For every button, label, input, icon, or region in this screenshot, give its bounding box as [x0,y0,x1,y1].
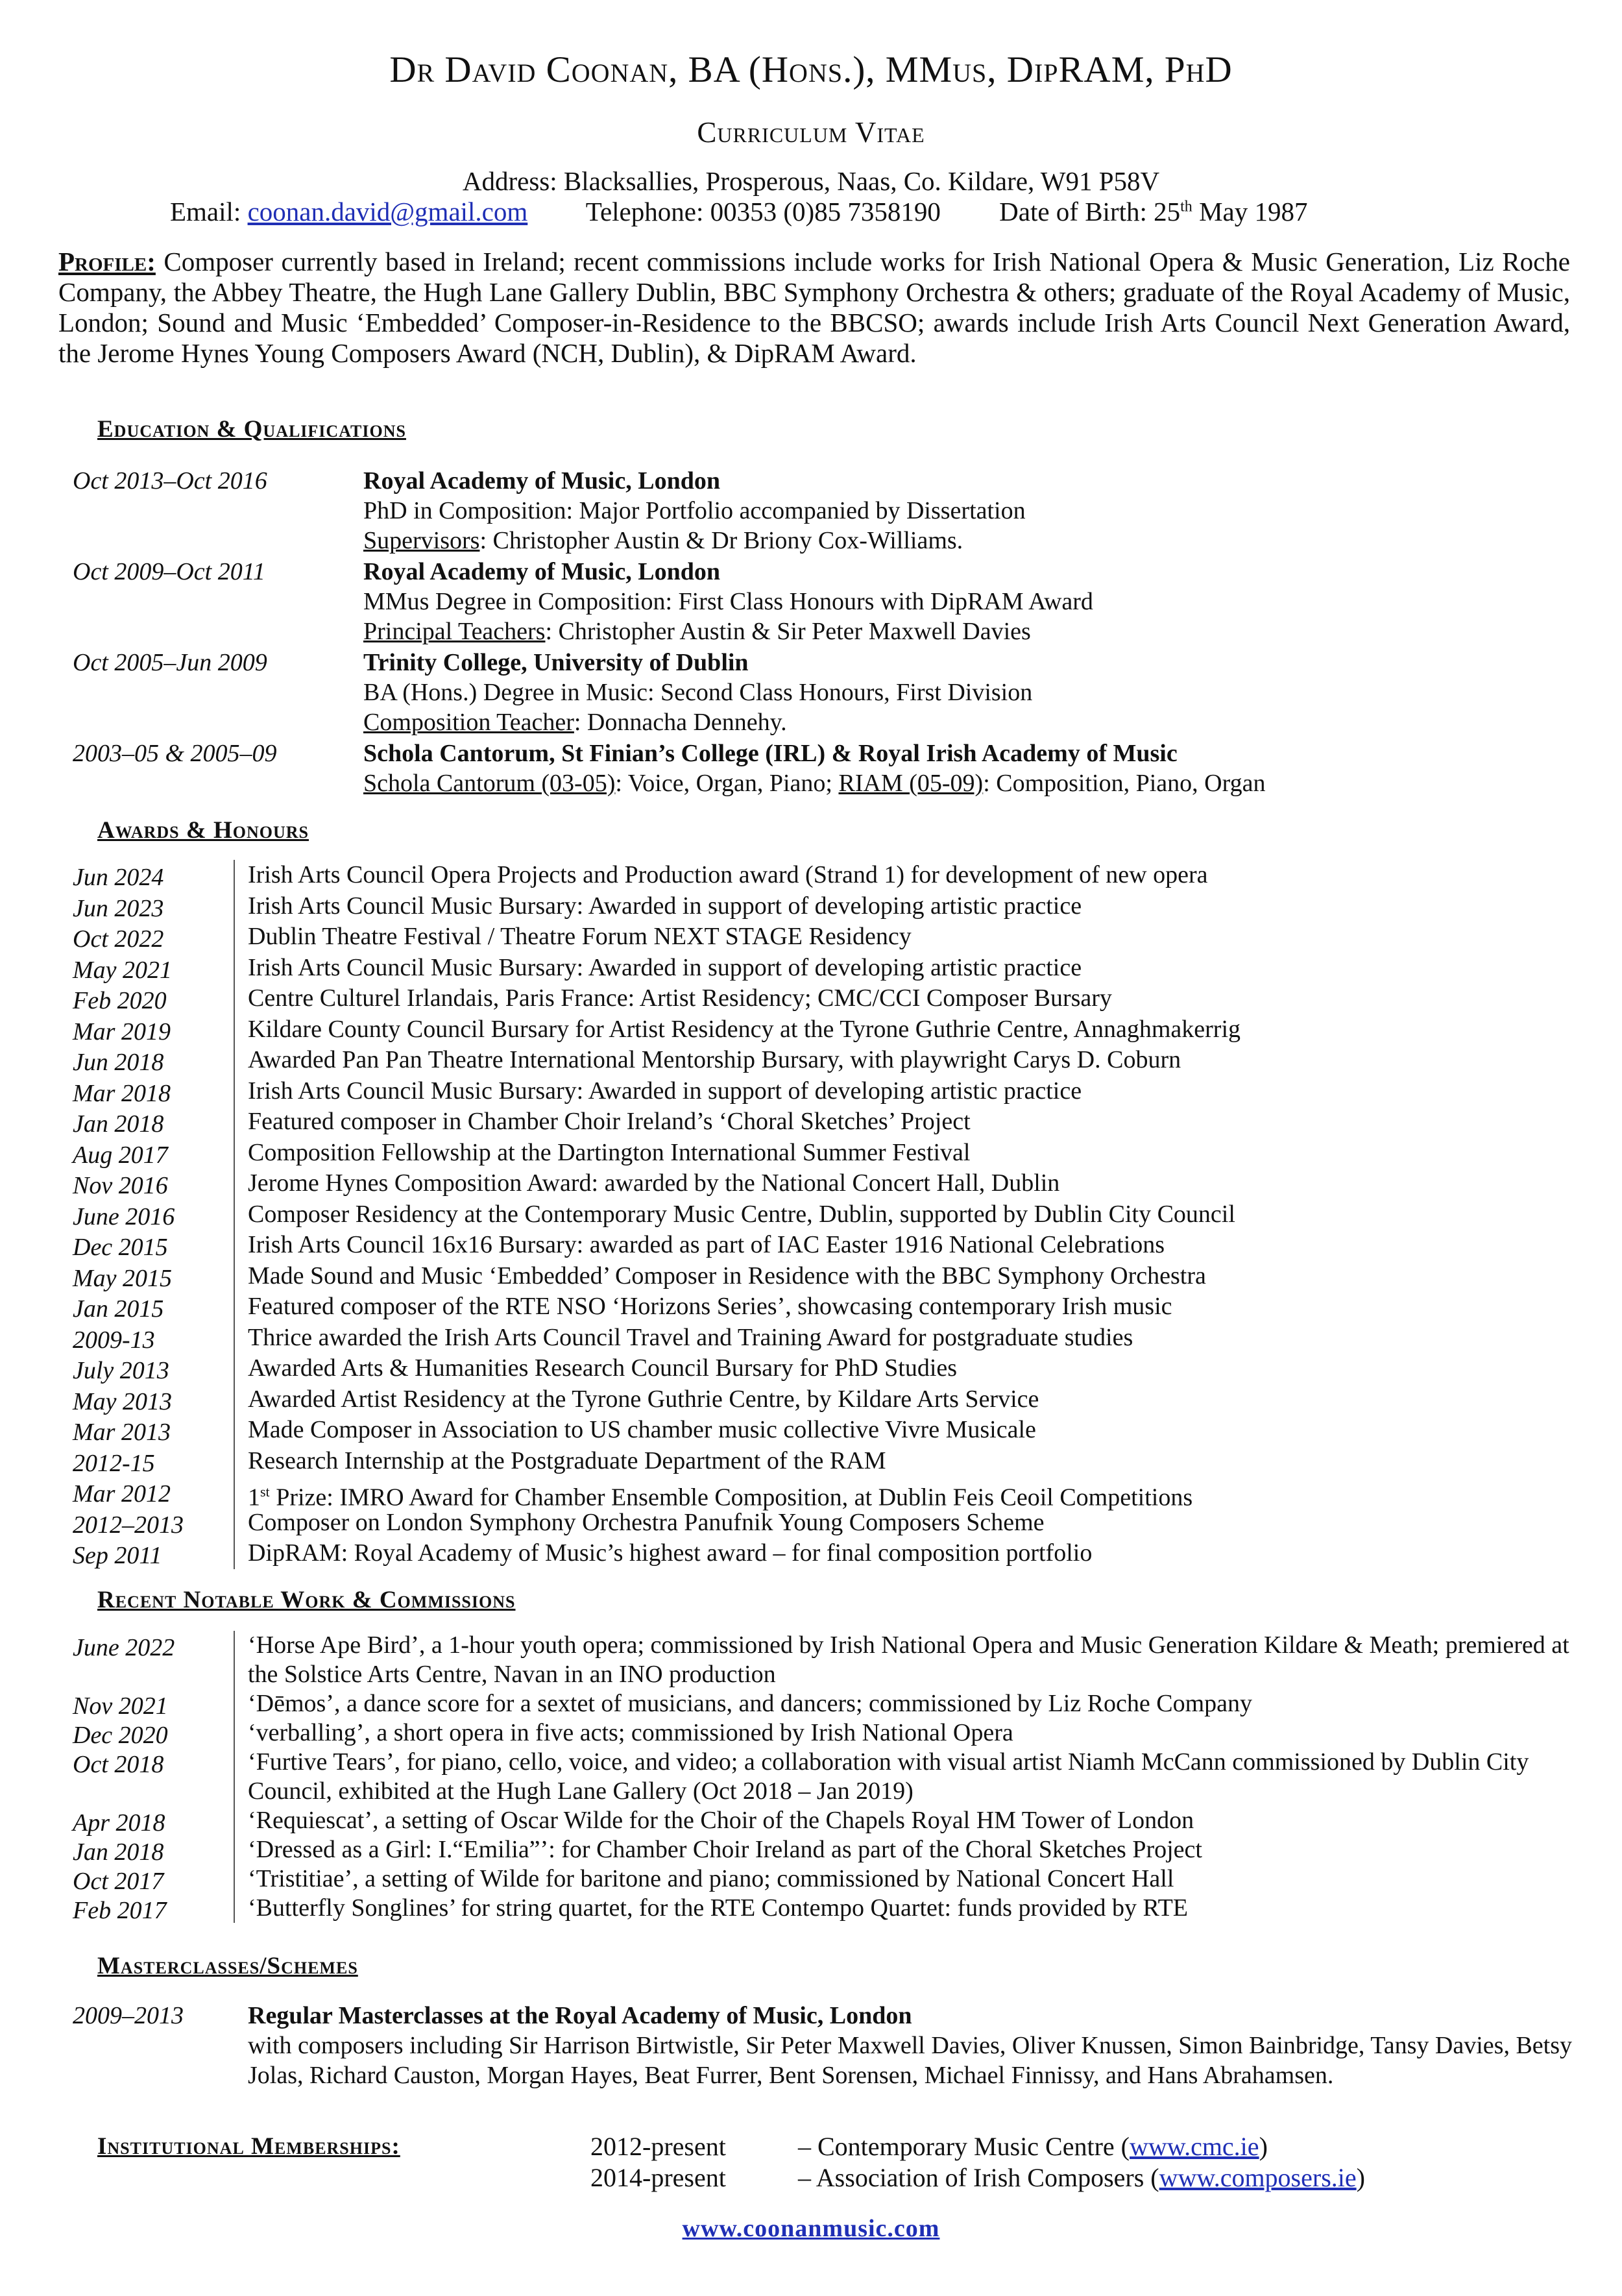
masterclasses-text: with composers including Sir Harrison Birtwistle, Sir Peter Maxwell Davies, Oliver Knussen, Simon Bainbridge, Tansy Davies, Betsy Jolas, Richard Causton, Morgan Hayes, Beat Furrer, Bent Sorensen, Michael Finnissy, and Hans Abrahamsen. [248,2032,1572,2089]
composers-link[interactable]: www.composers.ie [1159,2163,1357,2192]
award-row: Aug 2017 Composition Fellowship at the Dartington International Summer Festival [73,1138,971,1169]
award-row: Jun 2018 Awarded Pan Pan Theatre International Mentorship Bursary, with playwright Carys D. Coburn [73,1046,1181,1076]
award-row: Mar 2012 1st Prize: IMRO Award for Chamber Ensemble Composition, at Dublin Feis Ceoil Competitions [73,1480,1193,1511]
work-item: Apr 2018 ‘Requiescat’, a setting of Oscar Wilde for the Choir of the Chapels Royal HM Tower of London [73,1807,1194,1837]
education-institution: Royal Academy of Music, London [363,467,720,495]
masterclasses-date: 2009–2013 [73,2002,184,2029]
award-row: 2012-15 Research Internship at the Postgraduate Department of the RAM [73,1447,886,1477]
award-row: 2009-13 Thrice awarded the Irish Arts Council Travel and Training Award for postgraduate studies [73,1323,1133,1354]
contact-line [170,196,1551,227]
award-row: Oct 2022 Dublin Theatre Festival / Theatre Forum NEXT STAGE Residency [73,923,912,953]
website-link[interactable]: www.coonanmusic.com [682,2215,940,2242]
masterclasses-heading: Masterclasses/Schemes [97,1953,358,1979]
education-degree: MMus Degree in Composition: First Class Honours with DipRAM Award [363,588,1093,615]
award-row: May 2021 Irish Arts Council Music Bursary: Awarded in support of developing artistic practice [73,953,1082,984]
cv-title: Curriculum Vitae [697,116,925,149]
memberships-heading: Institutional Memberships: [97,2133,400,2160]
education-entry: Oct 2013–Oct 2016 Royal Academy of Music, London PhD in Composition: Major Portfolio accompanied by Dissertation Supervisors: Christopher Austin & Dr Briony Cox-Williams. [73,467,1026,554]
cv-page: Dr David Coonan, BA (Hons.), MMus, DipRAM, PhD Curriculum Vitae Address: Blacksallies, Prosperous, Naas, Co. Kildare, W91 P58V Email: coonan.david@gmail.com Telephone: 00353 (0)85 7358190 Date of Birth: 25th May 1987 Profile: Composer currently based in Ireland; recent commissions include works for Irish National Opera & Music Generation, Liz Roche Company, the Abbey Theatre, the Hugh Lane Gallery Dublin, BBC Symphony Orchestra & others; graduate of the Royal Academy of Music, London; Sound and Music ‘Embedded’ Composer-in-Residence to the BBCSO; awards include Irish Arts Council Next Generation Award, the Jerome Hynes Young Composers Award (NCH, Dublin), & DipRAM Award. Education & Qualifications Oct 2013–Oct 2016 Royal Academy of Music, London PhD in Composition: Major Portfolio accompanied by Dissertation Supervisors: Christopher Austin & Dr Briony Cox-Williams. Oct 2009–Oct 2011 Royal Academy of Music, London MMus Degree in Composition: First Class Honours with DipRAM Award Principal Teachers: Christopher Austin & Sir Peter Maxwell Davies Oct 2005–Jun 2009 Trinity College, University of Dublin BA (Hons.) Degree in Music: Second Class Honours, First Division Composition Teacher: Donnacha Dennehy. 2003–05 & 2005–09 Schola Cantorum, St Finian’s College (IRL) & Royal Irish Academy of Music Schola Cantorum (03-05): Voice, Organ, Piano; RIAM (05-09): Composition, Piano, Organ Awards & Honours Jun 2024 Irish Arts Council Opera Projects and Production award (Strand 1) for development of new opera Jun 2023 Irish Arts Council Music Bursary: Awarded in support of developing artistic practice Oct 2022 Dublin Theatre Festival / Theatre Forum NEXT STAGE Residency May 2021 Irish Arts Council Music Bursary: Awarded in support of developing artistic practice Feb 2020 Centre Culturel Irlandais, Paris France: Artist Residency; CMC/CCI Composer Bursary Mar 2019 Kildare County Council Bursary for Artist Residency at the Tyrone Guthrie Centre, Annaghmakerrig Jun 2018 Awarded Pan Pan Theatre International Mentorship Bursary, with playwright Carys D. Coburn Mar 2018 Irish Arts Council Music Bursary: Awarded in support of developing artistic practice Jan 2018 Featured composer in Chamber Choir Ireland’s ‘Choral Sketches’ Project Aug 2017 Composition Fellowship at the Dartington International Summer Festival Nov 2016 Jerome Hynes Composition Award: awarded by the National Concert Hall, Dublin June 2016 Composer Residency at the Contemporary Music Centre, Dublin, supported by Dublin City Council Dec 2015 Irish Arts Council 16x16 Bursary: awarded as part of IAC Easter 1916 National Celebrations May 2015 Made Sound and Music ‘Embedded’ Composer in Residence with the BBC Symphony Orchestra Jan 2015 Featured composer of the RTE NSO ‘Horizons Series’, showcasing contemporary Irish music 2009-13 Thrice awarded the Irish Arts Council Travel and Training Award for postgraduate studies July 2013 Awarded Arts & Humanities Research Council Bursary for PhD Studies May 2013 Awarded Artist Residency at the Tyrone Guthrie Centre, by Kildare Arts Service Mar 2013 Made Composer in Association to US chamber music collective Vivre Musicale 2012-15 Research Internship at the Postgraduate Department of the RAM Mar 2012 1st Prize: IMRO Award for Chamber Ensemble Composition, at Dublin Feis Ceoil Competitions 2012–2013 Composer on London Symphony Orchestra Panufnik Young Composers Scheme Sep 2011 DipRAM: Royal Academy of Music’s highest award – for final composition portfolio Recent Notable Work & Commissions June 2022 ‘Horse Ape Bird’, a 1-hour youth opera; commissioned by Irish National Opera and Music Generation Kildare & Meath; premiered at the Solstice Arts Centre, Navan in an INO production Nov 2021 ‘Dēmos’, a dance score for a sextet of musicians, and dancers; commissioned by Liz Roche Company Dec 2020 ‘verballing’, a short opera in five acts; commissioned by Irish National Opera Oct 2018 ‘Furtive Tears’, for piano, cello, voice, and video; a collaboration with visual artist Niamh McCann commissioned by Dublin City Council, exhibited at the Hugh Lane Gallery (Oct 2018 – Jan 2019) Apr 2018 ‘Requiescat’, a setting of Oscar Wilde for the Choir of the Chapels Royal HM Tower of London Jan 2018 ‘Dressed as a Girl: I.“Emilia”’: for Chamber Choir Ireland as part of the Choral Sketches Project Oct 2017 ‘Tristitiae’, a setting of Wilde for baritone and piano; commissioned by National Concert Hall Feb 2017 ‘Butterfly Songlines’ for string quartet, for the RTE Contempo Quartet: funds provided by RTE Masterclasses/Schemes 2009–2013 Regular Masterclasses at the Royal Academy of Music, London with composers including Sir Harrison Birtwistle, Sir Peter Maxwell Davies, Oliver Knussen, Simon Bainbridge, Tansy Davies, Betsy Jolas, Richard Causton, Morgan Hayes, Beat Furrer, Bent Sorensen, Michael Finnissy, and Hans Abrahamsen. Institutional Memberships: 2012-present – Contemporary Music Centre (www.cmc.ie) 2014-present – Association of Irish Composers (www.composers.ie) www.coonanmusic.com [0,0,1622,2296]
education-institution: Schola Cantorum, St Finian’s College (IRL) & Royal Irish Academy of Music [363,740,1178,767]
award-row: May 2013 Awarded Artist Residency at the Tyrone Guthrie Centre, by Kildare Arts Service [73,1385,1039,1415]
award-row: Nov 2016 Jerome Hynes Composition Award: awarded by the National Concert Hall, Dublin [73,1169,1060,1199]
work-heading: Recent Notable Work & Commissions [97,1587,516,1613]
award-row: Mar 2018 Irish Arts Council Music Bursary: Awarded in support of developing artistic practice [73,1077,1082,1107]
education-date: Oct 2005–Jun 2009 [73,649,267,676]
work-item: Jan 2018 ‘Dressed as a Girl: I.“Emilia”’: for Chamber Choir Ireland as part of the Choral Sketches Project [73,1836,1202,1866]
education-degree: PhD in Composition: Major Portfolio accompanied by Dissertation [363,497,1026,524]
award-row: Sep 2011 DipRAM: Royal Academy of Music’s highest award – for final composition portfolio [73,1539,1093,1569]
education-label: Schola Cantorum (03-05) [363,770,616,797]
award-row: Jan 2018 Featured composer in Chamber Choir Ireland’s ‘Choral Sketches’ Project [73,1108,971,1138]
masterclasses-title: Regular Masterclasses at the Royal Academy of Music, London [248,2002,912,2029]
education-label: Composition Teacher [363,709,574,736]
award-row: Jan 2015 Featured composer of the RTE NSO ‘Horizons Series’, showcasing contemporary Irish music [73,1293,1172,1323]
work-item: Oct 2017 ‘Tristitiae’, a setting of Wilde for baritone and piano; commissioned by National Concert Hall [73,1865,1174,1895]
education-degree: BA (Hons.) Degree in Music: Second Class Honours, First Division [363,679,1033,706]
date-of-birth: Date of Birth: 25th May 1987 [999,197,1308,226]
awards-list [73,860,1584,1569]
award-row: July 2013 Awarded Arts & Humanities Research Council Bursary for PhD Studies [73,1354,958,1384]
cmc-link[interactable]: www.cmc.ie [1130,2132,1259,2161]
award-row: Dec 2015 Irish Arts Council 16x16 Bursary: awarded as part of IAC Easter 1916 National Celebrations [73,1231,1165,1261]
education-label: RIAM (05-09) [838,770,984,797]
work-item: Dec 2020 ‘verballing’, a short opera in five acts; commissioned by Irish National Opera [73,1719,1013,1749]
education-date: Oct 2013–Oct 2016 [73,467,267,495]
award-row: Jun 2024 Irish Arts Council Opera Projects and Production award (Strand 1) for development of new opera [73,861,1208,891]
education-label: Supervisors [363,527,480,554]
award-row: 2012–2013 Composer on London Symphony Orchestra Panufnik Young Composers Scheme [73,1508,1045,1539]
education-heading: Education & Qualifications [97,416,406,443]
address: Address: Blacksallies, Prosperous, Naas, Co. Kildare, W91 P58V [462,166,1160,196]
work-item: Feb 2017 ‘Butterfly Songlines’ for string quartet, for the RTE Contempo Quartet: funds provided by RTE [73,1894,1189,1924]
award-row: May 2015 Made Sound and Music ‘Embedded’ Composer in Residence with the BBC Symphony Orchestra [73,1262,1206,1292]
work-list [73,1631,1584,1923]
profile-text: Composer currently based in Ireland; recent commissions include works for Irish National Opera & Music Generation, Liz Roche Company, the Abbey Theatre, the Hugh Lane Gallery Dublin, BBC Symphony Orchestra & others; graduate of the Royal Academy of Music, London; Sound and Music ‘Embedded’ Composer-in-Residence to the BBCSO; awards include Irish Arts Council Next Generation Award, the Jerome Hynes Young Composers Award (NCH, Dublin), & DipRAM Award. [58,247,1570,368]
education-label: Principal Teachers [363,618,546,645]
award-row: Jun 2023 Irish Arts Council Music Bursary: Awarded in support of developing artistic practice [73,892,1082,922]
footer [0,2214,1622,2243]
cv-name: Dr David Coonan, BA (Hons.), MMus, DipRAM, PhD [389,49,1233,90]
award-row: Mar 2013 Made Composer in Association to US chamber music collective Vivre Musicale [73,1416,1036,1446]
email-link[interactable]: coonan.david@gmail.com [247,197,528,226]
profile-paragraph [58,247,1570,369]
work-item: Nov 2021 ‘Dēmos’, a dance score for a sextet of musicians, and dancers; commissioned by Liz Roche Company [73,1690,1253,1720]
award-row: Feb 2020 Centre Culturel Irlandais, Paris France: Artist Residency; CMC/CCI Composer Bursary [73,984,1112,1014]
awards-heading: Awards & Honours [97,817,309,844]
award-row: June 2016 Composer Residency at the Contemporary Music Centre, Dublin, supported by Dublin City Council [73,1200,1235,1230]
membership-item: 2012-present – Contemporary Music Centre (www.cmc.ie) [590,2132,1268,2161]
education-institution: Royal Academy of Music, London [363,558,720,585]
telephone: Telephone: 00353 (0)85 7358190 [585,197,941,226]
education-date: 2003–05 & 2005–09 [73,740,277,767]
education-date: Oct 2009–Oct 2011 [73,558,265,585]
work-item: Oct 2018 ‘Furtive Tears’, for piano, cello, voice, and video; a collaboration with visual artist Niamh McCann commissioned by Dublin City Council, exhibited at the Hugh Lane Gallery (Oct 2018 – Jan 2019) [73,1748,1529,1805]
education-institution: Trinity College, University of Dublin [363,649,749,676]
profile-label: Profile: [58,247,156,276]
work-item: June 2022 ‘Horse Ape Bird’, a 1-hour youth opera; commissioned by Irish National Opera and Music Generation Kildare & Meath; premiered at the Solstice Arts Centre, Navan in an INO production [73,1631,1569,1688]
membership-item: 2014-present – Association of Irish Composers (www.composers.ie) [590,2163,1365,2192]
email-label: Email: [170,197,241,226]
masterclasses-entry [73,2001,1584,2090]
award-row: Mar 2019 Kildare County Council Bursary for Artist Residency at the Tyrone Guthrie Centre, Annaghmakerrig [73,1015,1241,1045]
